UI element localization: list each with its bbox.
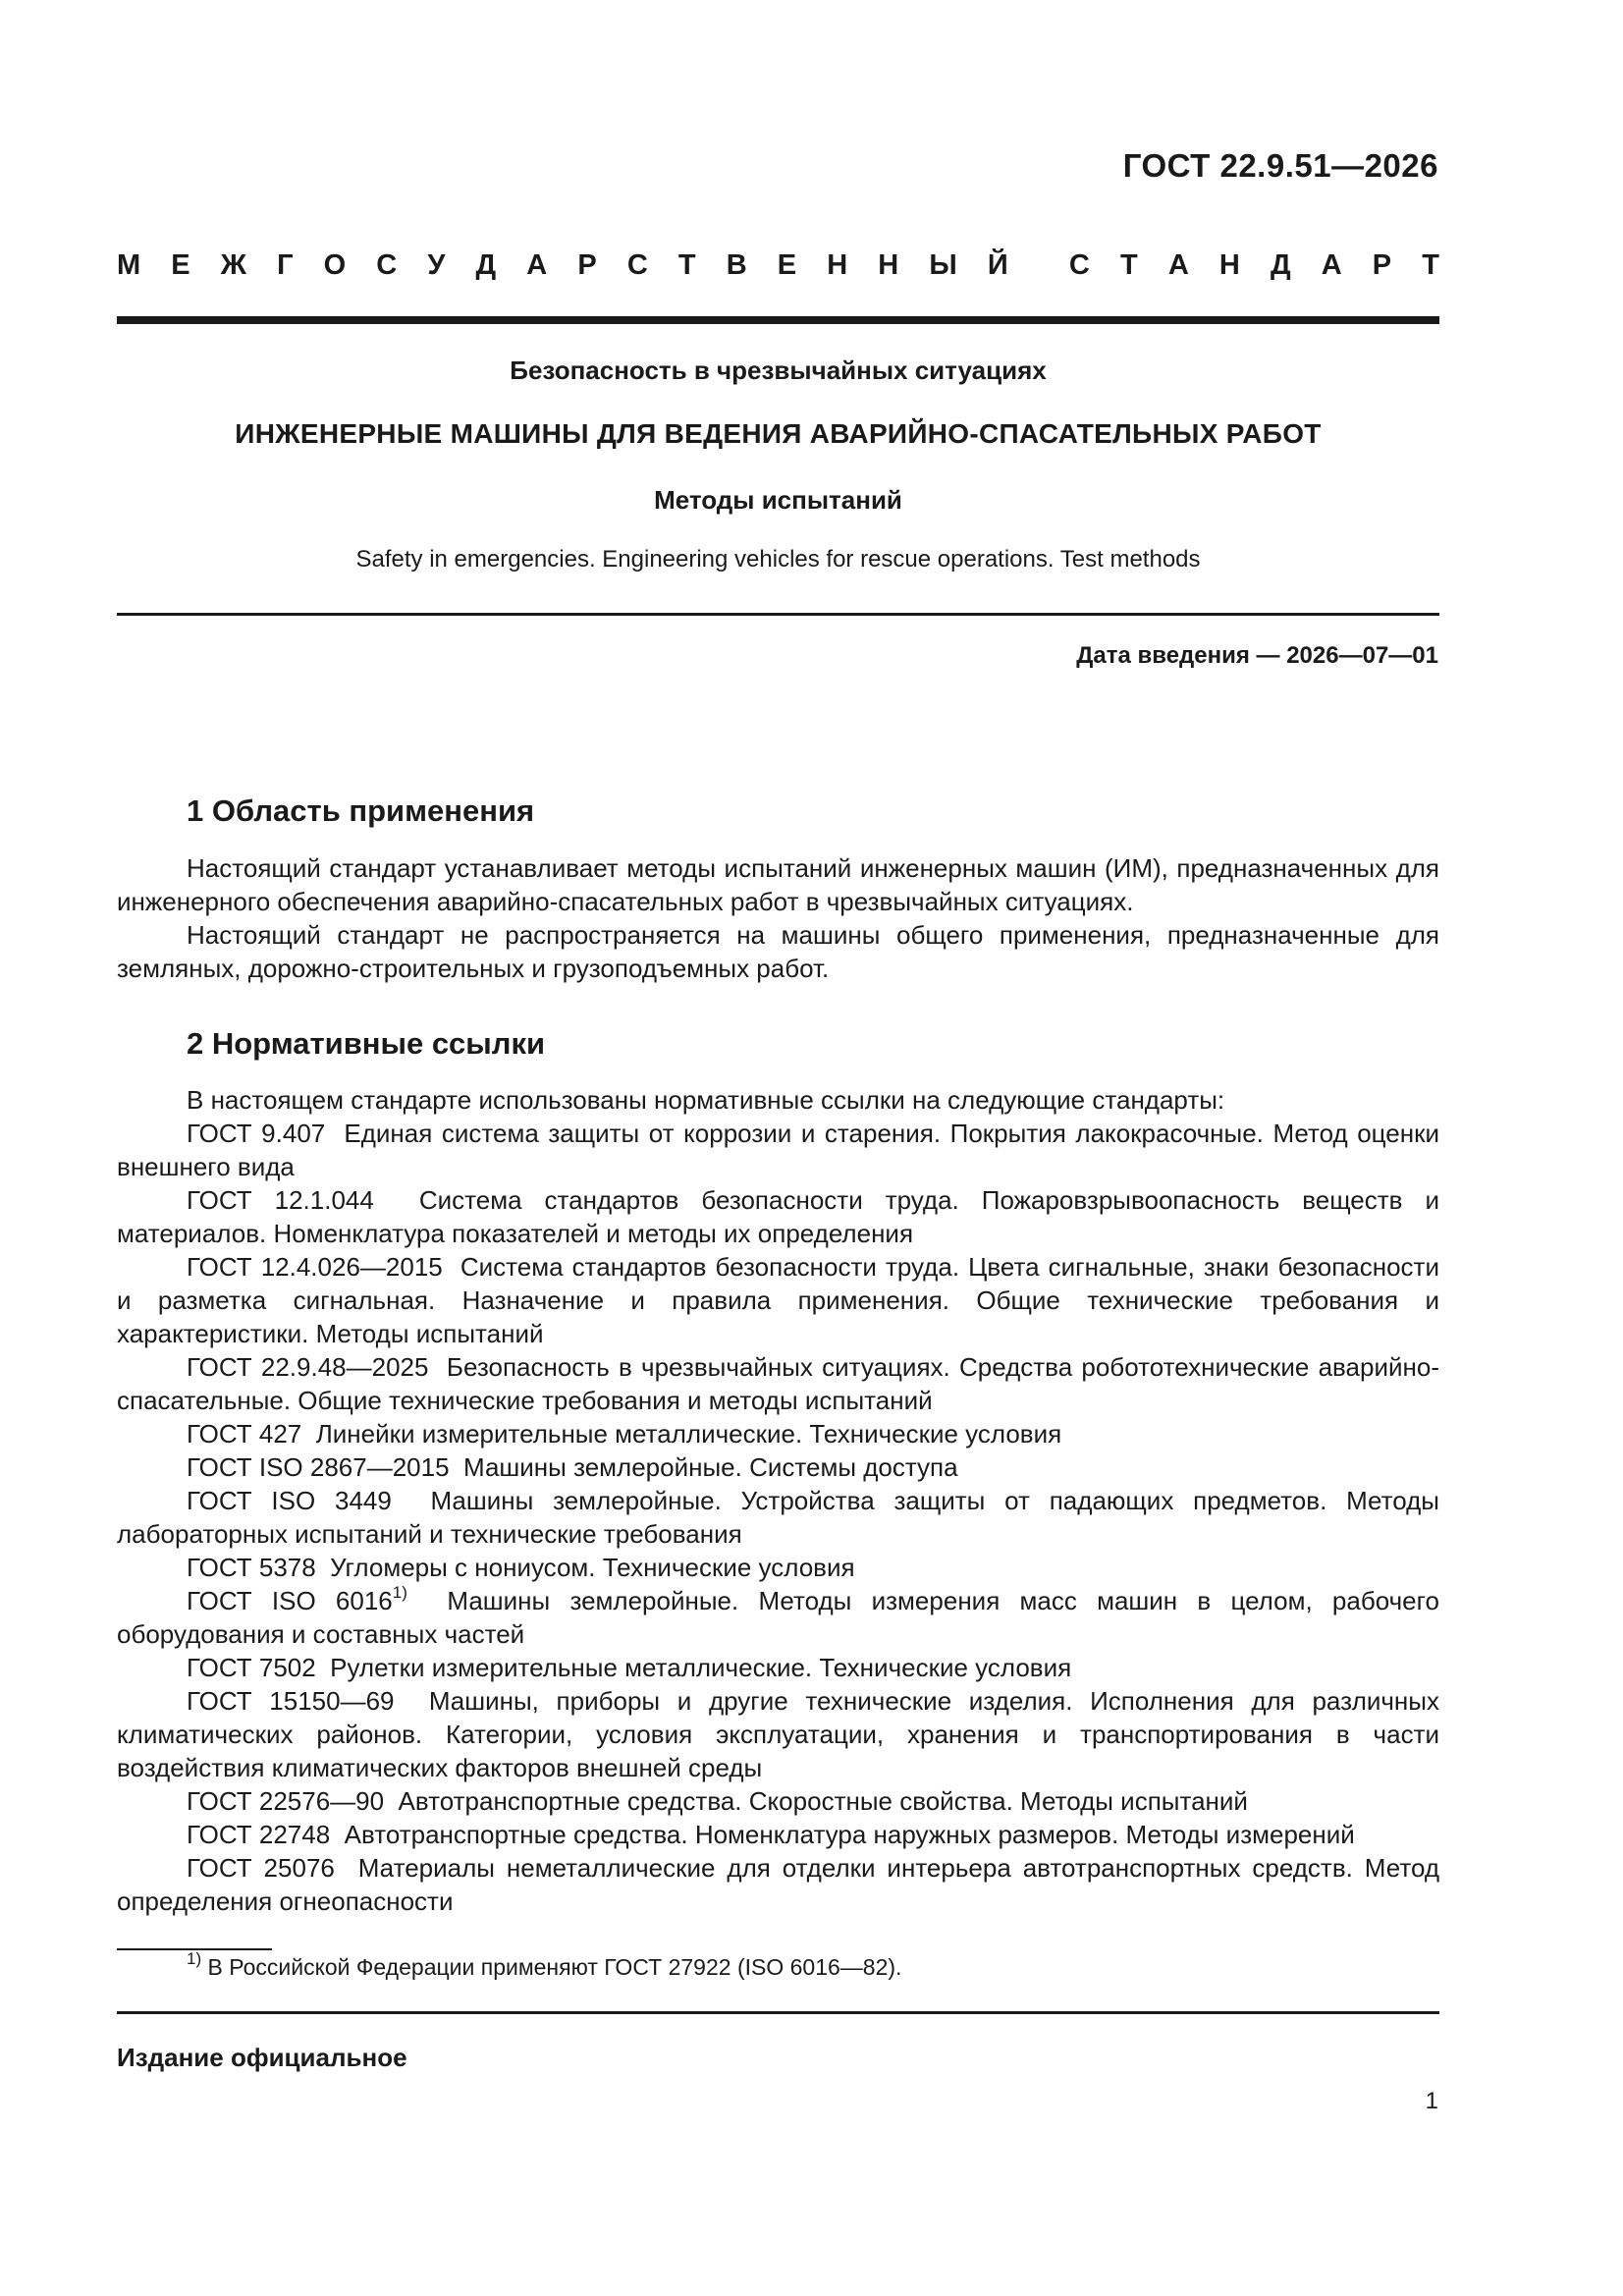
banner-letter: Й [987,249,1008,281]
header-thick-divider [117,316,1439,324]
reference-title: Машины, приборы и другие технические изделия. Исполнения для различных климатических районов. Категории, условия эксплуатации, хранения и транспортирования в части воздействия климатических факторов внешней среды [117,1686,1439,1782]
official-edition-label: Издание официальное [117,2043,407,2072]
normative-reference [117,1784,1439,1818]
normative-reference [117,1684,1439,1784]
banner-letter: Н [827,249,848,281]
banner-letter: Г [277,249,294,281]
reference-code: ГОСТ 25076 [187,1853,335,1883]
reference-code: ГОСТ 5378 [187,1553,316,1582]
normative-reference [117,1851,1439,1918]
footnote-mark: 1) [187,1949,202,1969]
banner-letter: Н [1218,249,1240,281]
title-english: Safety in emergencies. Engineering vehicles for rescue operations. Test methods [355,546,1201,573]
banner-letter: Р [1372,249,1392,281]
reference-code: ГОСТ 15150—69 [187,1686,395,1716]
page-number: 1 [1425,2088,1438,2114]
reference-title: Безопасность в чрезвычайных ситуациях. Средства робототехнические аварийно-спасательные. Общие технические требования и методы испытаний [117,1352,1439,1415]
normative-reference [117,1484,1439,1551]
footnote-text: В Российской Федерации применяют ГОСТ 27922 (ISO 6016—82). [201,1954,902,1980]
banner-letter: Ы [929,249,957,281]
banner-letter: М [117,249,141,281]
normative-reference [117,1651,1439,1684]
normative-reference [117,1250,1439,1350]
reference-code: ГОСТ ISO 2867—2015 [187,1452,450,1482]
reference-title: Машины землеройные. Системы доступа [463,1452,958,1482]
banner-letter: С [376,249,398,281]
reference-title: Единая система защиты от коррозии и старения. Покрытия лакокрасочные. Метод оценки внешнего вида [117,1119,1440,1181]
reference-title: Линейки измерительные металлические. Технические условия [315,1419,1062,1449]
title-divider [117,613,1439,616]
footnote [187,1949,902,1981]
banner-letter: С [1068,249,1090,281]
title-subtitle: Методы испытаний [654,485,902,515]
reference-code: ГОСТ ISO 6016 [187,1586,393,1615]
banner-letter: Р [577,249,597,281]
bottom-divider [117,2011,1439,2014]
reference-title: Система стандартов безопасности труда. Пожаровзрывоопасность веществ и материалов. Номенклатура показателей и методы их определения [117,1185,1439,1248]
section-2-body [117,1083,1439,1918]
normative-reference [117,1584,1439,1651]
banner-letter: В [726,249,747,281]
reference-title: Машины землеройные. Устройства защиты от падающих предметов. Методы лабораторных испытаний и технические требования [117,1486,1439,1549]
normative-reference [117,1117,1439,1183]
reference-footnote-mark: 1) [392,1583,407,1603]
banner-letter: А [1167,249,1189,281]
banner-letter: Д [475,249,497,281]
reference-title: Автотранспортные средства. Скоростные свойства. Методы испытаний [398,1786,1248,1816]
banner-letter: А [1321,249,1342,281]
reference-title: Угломеры с нониусом. Технические условия [330,1553,855,1582]
normative-reference [117,1551,1439,1584]
reference-title: Материалы неметаллические для отделки интерьера автотранспортных средств. Метод определения огнеопасности [117,1853,1440,1916]
banner-letter: Д [1270,249,1291,281]
reference-code: ГОСТ 22748 [187,1820,331,1849]
reference-code: ГОСТ ISO 3449 [187,1486,392,1515]
section-1-body [117,851,1439,985]
banner-letter: Ж [220,249,246,281]
banner-letter: У [427,249,446,281]
reference-title: Автотранспортные средства. Номенклатура наружных размеров. Методы измерений [344,1820,1355,1849]
normative-reference [117,1818,1439,1851]
banner-letter: Т [1119,249,1138,281]
reference-code: ГОСТ 22576—90 [187,1786,385,1816]
reference-code: ГОСТ 9.407 [187,1119,326,1148]
reference-code: ГОСТ 12.1.044 [187,1185,374,1215]
standard-designation: ГОСТ 22.9.51—2026 [1122,147,1438,184]
banner-letter: Е [777,249,797,281]
reference-code: ГОСТ 22.9.48—2025 [187,1352,429,1382]
title-main: ИНЖЕНЕРНЫЕ МАШИНЫ ДЛЯ ВЕДЕНИЯ АВАРИЙНО-СПАСАТЕЛЬНЫХ РАБОТ [235,418,1322,449]
section-2-heading: 2 Нормативные ссылки [187,1026,546,1061]
introduction-date: Дата введения — 2026—07—01 [1076,642,1438,669]
reference-title: Система стандартов безопасности труда. Цвета сигнальные, знаки безопасности и разметка сигнальная. Назначение и правила применения. Общие технические требования и характеристики. Методы испытаний [117,1252,1439,1348]
reference-code: ГОСТ 12.4.026—2015 [187,1252,443,1282]
banner-letter: С [626,249,648,281]
banner-letter: О [323,249,347,281]
reference-code: ГОСТ 7502 [187,1653,316,1682]
normative-reference [117,1450,1439,1484]
banner-letter: А [526,249,548,281]
title-category: Безопасность в чрезвычайных ситуациях [510,355,1047,385]
banner-letter: Т [1422,249,1439,281]
banner-letter: Н [878,249,899,281]
section-2-intro: В настоящем стандарте использованы нормативные ссылки на следующие стандарты: [187,1085,1225,1115]
reference-code: ГОСТ 427 [187,1419,302,1449]
banner-letter: Т [677,249,696,281]
normative-reference [117,1417,1439,1450]
interstate-standard-banner [117,249,1439,289]
section-1-heading: 1 Область применения [187,793,535,828]
section-1-paragraph: Настоящий стандарт не распространяется на машины общего применения, предназначенные для земляных, дорожно-строительных и грузоподъемных работ. [117,920,1439,983]
banner-letter: Е [171,249,190,281]
section-1-paragraph: Настоящий стандарт устанавливает методы испытаний инженерных машин (ИМ), предназначенных для инженерного обеспечения аварийно-спасательных работ в чрезвычайных ситуациях. [117,853,1439,916]
normative-reference [117,1183,1439,1250]
normative-reference [117,1350,1439,1417]
reference-title: Машины землеройные. Методы измерения масс машин в целом, рабочего оборудования и составных частей [117,1586,1440,1649]
reference-title: Рулетки измерительные металлические. Технические условия [330,1653,1072,1682]
